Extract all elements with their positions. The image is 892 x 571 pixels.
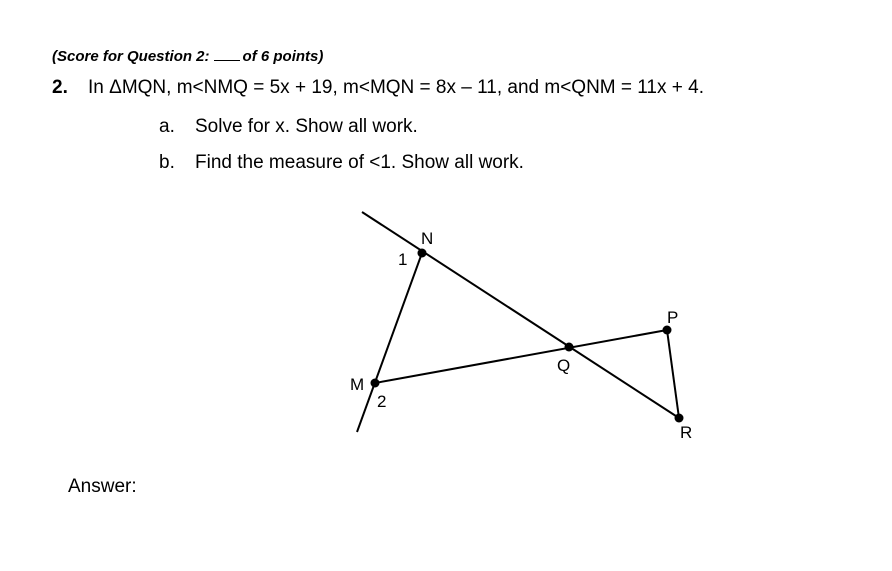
score-prefix: (Score for Question 2:	[52, 48, 210, 65]
point-q-dot	[565, 343, 574, 352]
line-m-n	[357, 253, 422, 432]
point-q-label: Q	[557, 356, 571, 375]
answer-label: Answer:	[68, 476, 137, 497]
line-n-r	[362, 212, 679, 418]
line-p-r	[667, 330, 679, 418]
point-n-label: N	[421, 229, 434, 248]
line-m-p	[375, 330, 667, 383]
point-m-dot	[371, 379, 380, 388]
point-n-dot	[418, 249, 427, 258]
part-a-text: Solve for x. Show all work.	[195, 116, 418, 137]
part-a-letter: a.	[159, 116, 175, 137]
point-r-label: R	[680, 423, 693, 442]
angle-1-label: 1	[398, 250, 408, 269]
angle-2-label: 2	[377, 392, 387, 411]
part-b-text: Find the measure of <1. Show all work.	[195, 152, 524, 173]
question-number: 2.	[52, 77, 68, 98]
score-suffix: of 6 points)	[242, 48, 324, 65]
question-text: In ΔMQN, m<NMQ = 5x + 19, m<MQN = 8x – 11, and m<QNM = 11x + 4.	[88, 77, 704, 98]
part-b-letter: b.	[159, 152, 175, 173]
point-r-dot	[675, 414, 684, 423]
point-p-label: P	[667, 308, 679, 327]
point-m-label: M	[350, 375, 365, 394]
